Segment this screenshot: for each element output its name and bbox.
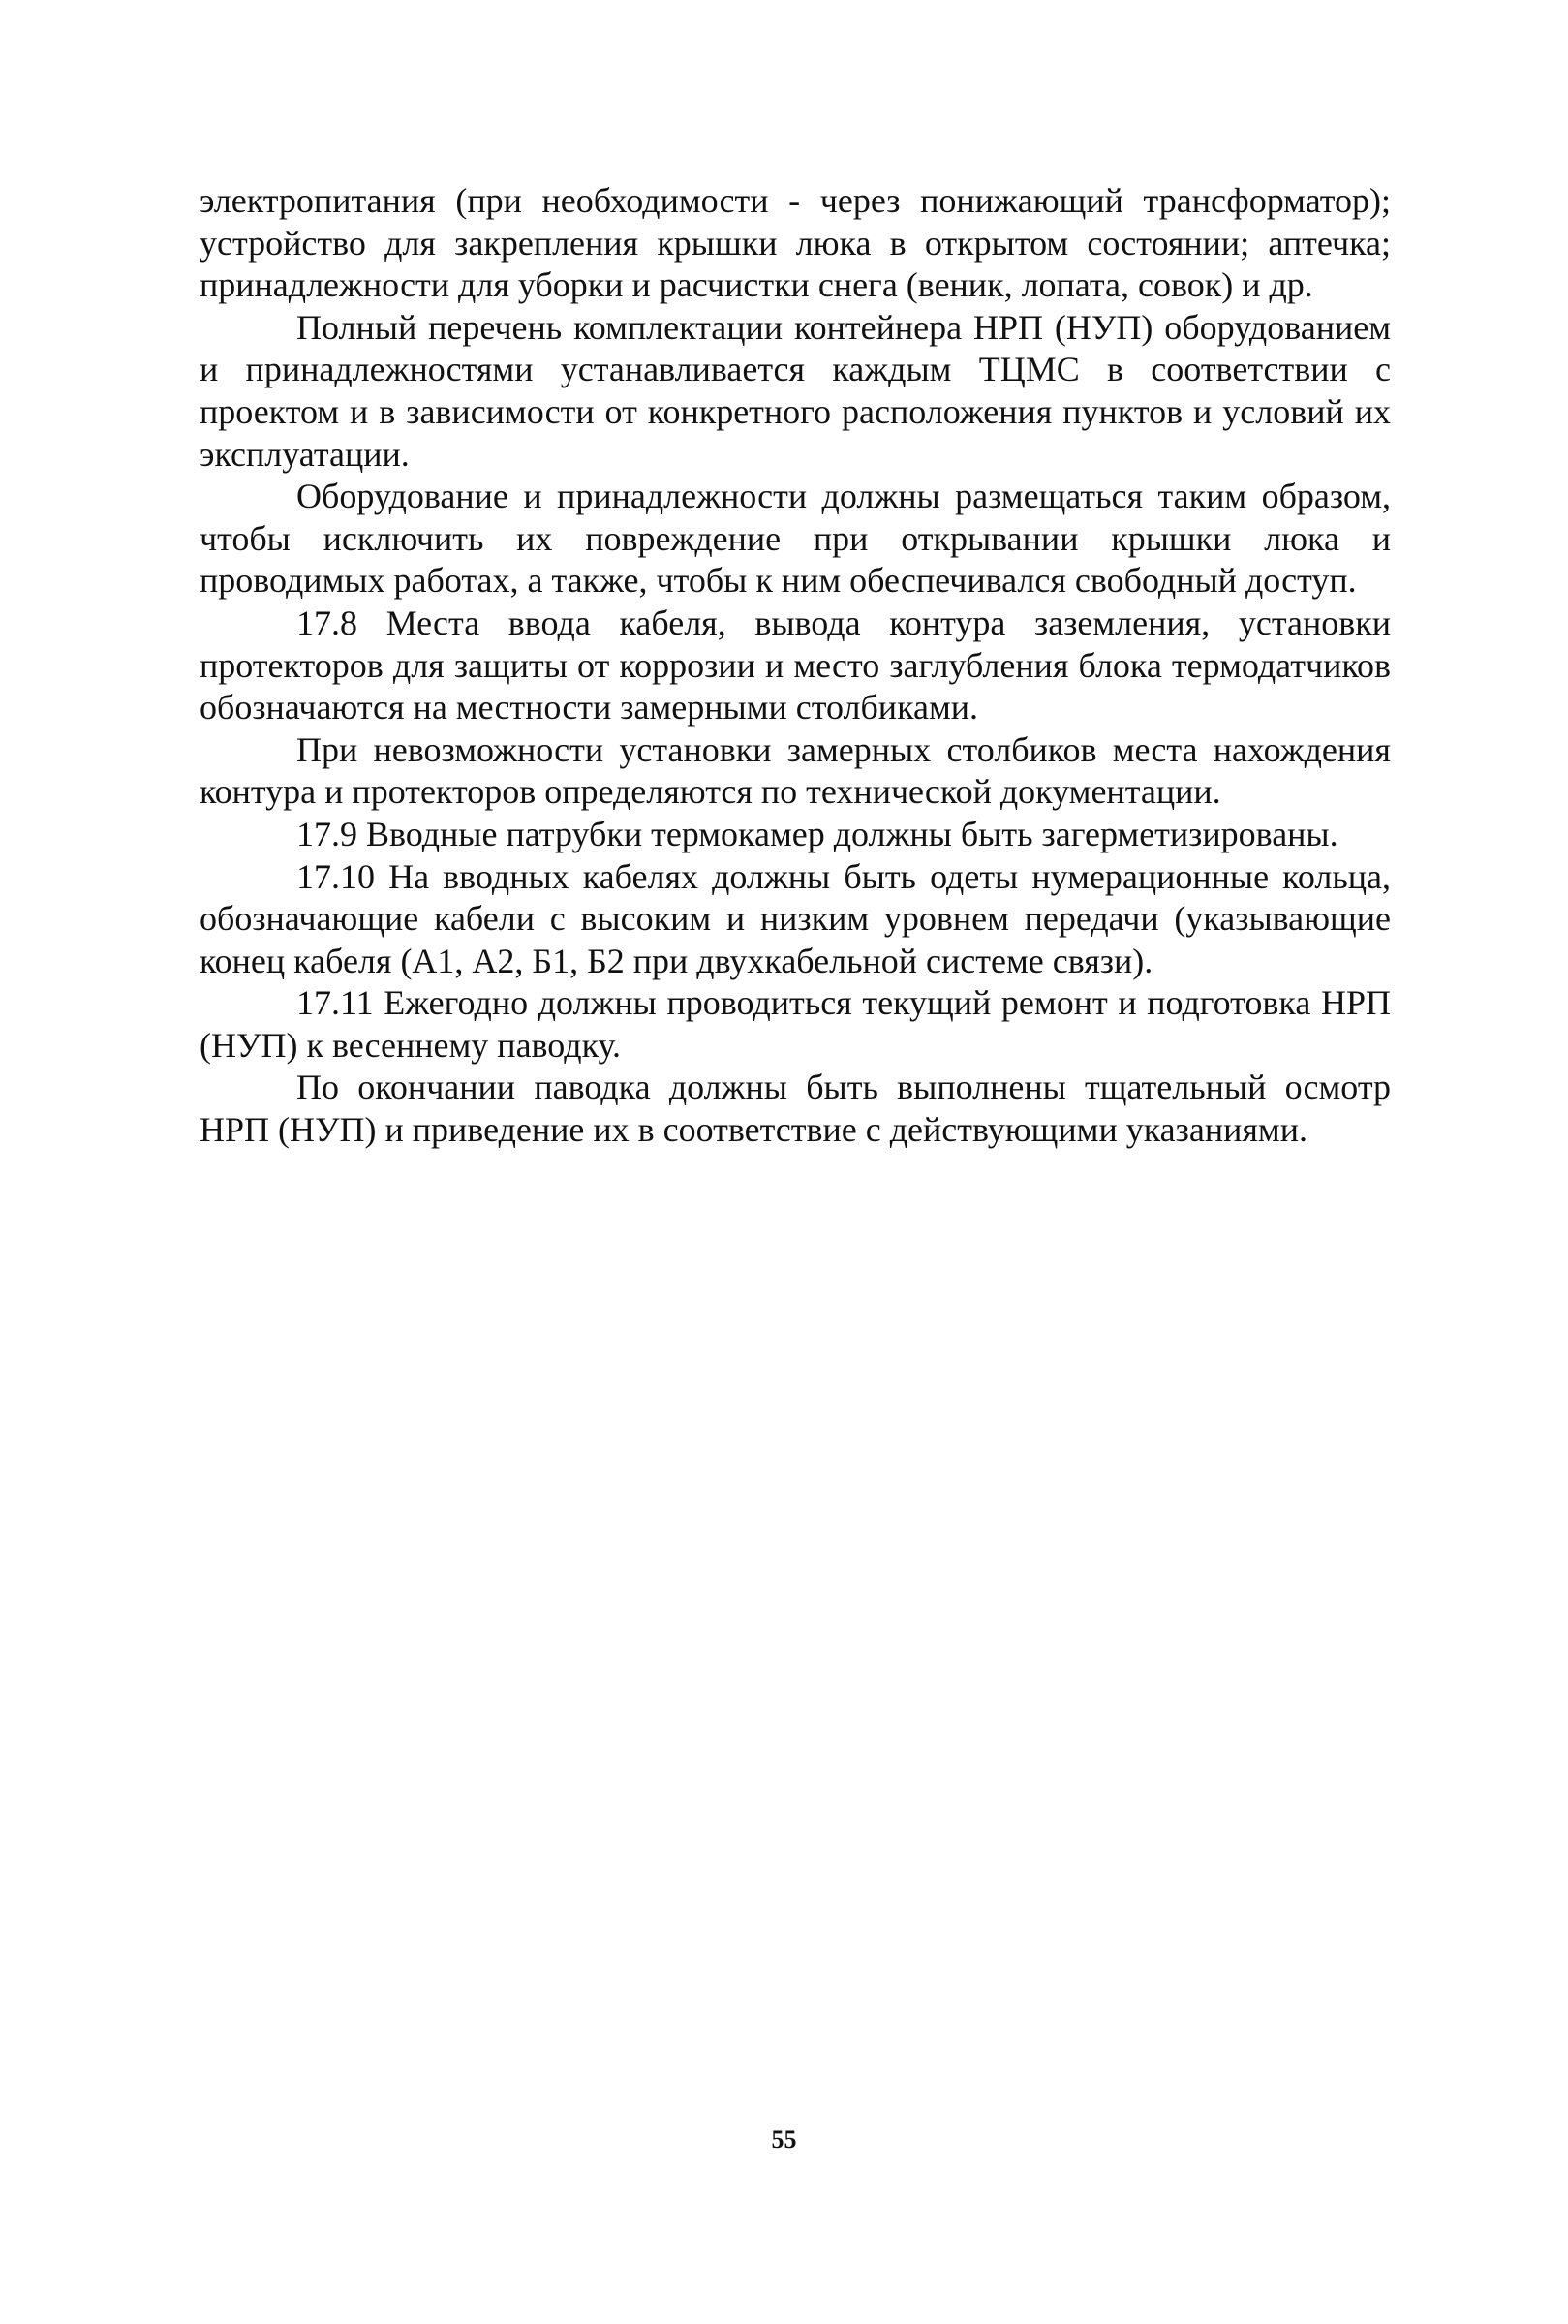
paragraph-equipment-list: Полный перечень комплектации контейнера НРП (НУП) оборудованием и принадлежностями устанавливается каждым ТЦМС в соответствии с проектом и в зависимости от конкретного расположения пунктов и условий их эксплуатации. [200,307,1391,474]
paragraph-17-9: 17.9 Вводные патрубки термокамер должны быть загерметизированы. [296,814,1338,853]
page-number: 55 [771,2125,797,2154]
paragraph-after-flood: По окончании паводка должны быть выполнены тщательный осмотр НРП (НУП) и приведение их в соответствие с действующими указаниями. [200,1068,1391,1150]
paragraph-17-11: 17.11 Ежегодно должны проводиться текущий ремонт и подготовка НРП (НУП) к весеннему паводку. [200,983,1391,1065]
body-text [200,180,1391,1152]
paragraph-17-10: 17.10 На вводных кабелях должны быть одеты нумерационные кольца, обозначающие кабели с высоким и низким уровнем передачи (указывающие конец кабеля (А1, А2, Б1, Б2 при двухкабельной системе связи). [200,856,1391,980]
paragraph-equipment-placement: Оборудование и принадлежности должны размещаться таким образом, чтобы исключить их повреждение при открывании крышки люка и проводимых работах, а также, чтобы к ним обеспечивался свободный доступ. [200,477,1391,601]
paragraph-power-supply: электропитания (при необходимости - через понижающий трансформатор); устройство для закрепления крышки люка в открытом состоянии; аптечка; принадлежности для уборки и расчистки снега (веник, лопата, совок) и др. [200,181,1391,305]
paragraph-17-8: 17.8 Места ввода кабеля, вывода контура заземления, установки протекторов для защиты от коррозии и место заглубления блока термодатчиков обозначаются на местности замерными столбиками. [200,603,1391,728]
paragraph-marker-posts: При невозможности установки замерных столбиков места нахождения контура и протекторов определяются по технической документации. [200,729,1391,812]
